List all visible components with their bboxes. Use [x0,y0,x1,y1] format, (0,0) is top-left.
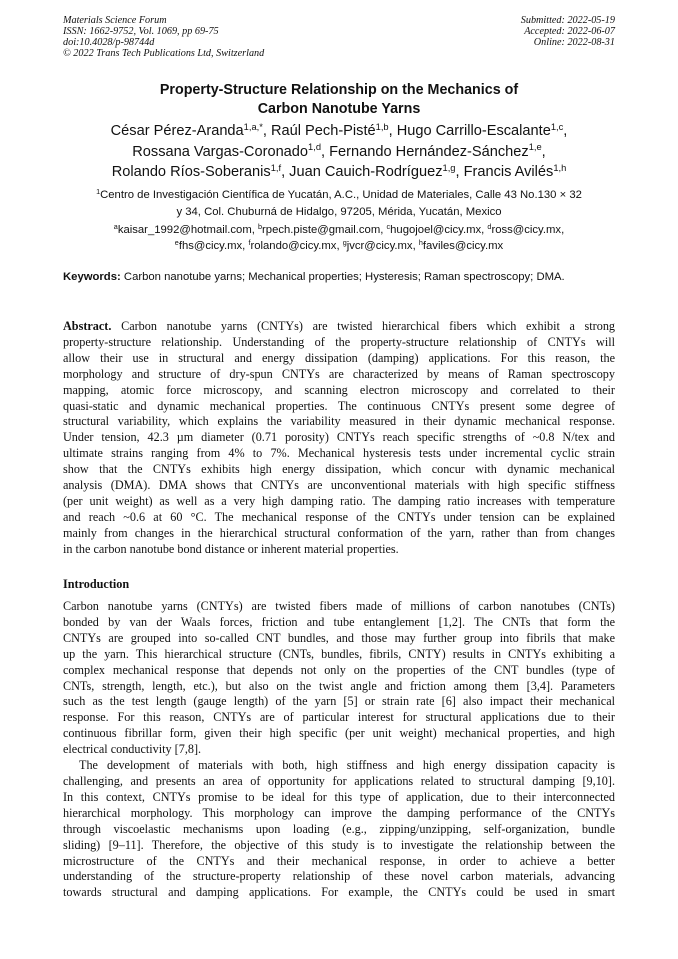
author-emails [63,223,615,254]
email-address[interactable]: ross@cicy.mx [491,224,562,236]
abstract-line: property-structure relationship. Understanding of the property-structure relationship of CNTYs will [63,334,615,349]
email-address[interactable]: rolando@cicy.mx [250,239,337,252]
dates-header [521,15,615,48]
author-list [63,121,615,183]
body-line: microstructure of the CNTYs and their mechanical response, in order to achieve a better [63,853,615,868]
abstract-line: (per unit weight) as well as a very high damping ratio. The damping ratio increases with temperature [63,493,615,508]
author-name: Rossana Vargas-Coronado [132,143,309,160]
author-marker: 1,g [442,162,456,173]
journal-doi: doi:10.4028/p-98744d [63,37,155,48]
abstract-line: Abstract. Carbon nanotube yarns (CNTYs) are twisted hierarchical fibers which exhibit a strong [63,319,616,333]
abstract-line: morphology and structure of dry-spun CNTYs are characterized by means of Raman spectroscopy [63,366,615,381]
abstract-line: analysis (DMA). DMA shows that CNTYs are unconventional materials with high specific stiffness [63,478,615,493]
email-line-1: $^a$kaisar_1992@hotmail.com, $^b$rpech.piste@gmail.com, $^c$hugojoel@cicy.mx, $^d$ross@cicy.mx, [113,222,565,236]
author-line-1: César Pérez-Aranda$^{1,a,*}$, Raúl Pech-Pisté$^{1,b}$, Hugo Carrillo-Escalante$^{1,c}$, [110,121,568,139]
body-line: challenging, and presents an area of opportunity for applications related to structural damping [9,10]. [63,773,615,788]
body-line: CNTs, strength, length, etc.), but also on the twist angle and friction among them [3,4]. Parameters [63,678,615,693]
body-line: CNTYs are grouped into so-called CNT bundles, and those may further group into fibrils that make [63,630,615,645]
abstract-line: Under tension, 42.3 µm diameter (0.71 porosity) CNTYs reach specific strengths of ~0.8 N/tex and [63,430,615,445]
author-line-3: Rolando Ríos-Soberanis$^{1,f}$, Juan Cauich-Rodríguez$^{1,g}$, Francis Avilés$^{1,h}$ [111,162,567,180]
body-line: through viscoelastic mechanisms upon loading (e.g., zipping/unzipping, self-organization, bundle [63,821,615,836]
email-address[interactable]: fhs@cicy.mx [178,239,243,252]
copyright-notice: © 2022 Trans Tech Publications Ltd, Switzerland [63,48,265,59]
abstract-label: Abstract. [63,319,112,333]
author-marker: 1,b [375,121,389,132]
keywords-text: Carbon nanotube yarns; Mechanical properties; Hysteresis; Raman spectroscopy; DMA. [123,271,565,283]
body-line: towards structural and damping applications. For example, the CNTYs could be used in smart [63,885,615,900]
email-address[interactable]: hugojoel@cicy.mx [390,224,482,236]
author-marker: 1,f [270,162,282,173]
author-marker: 1,d [308,142,322,153]
author-marker: 1,e [528,142,542,153]
author-marker: 1,a,* [243,121,263,132]
affiliation-line-2: y 34, Col. Chuburná de Hidalgo, 97205, Mérida, Yucatán, Mexico [176,205,502,218]
abstract-line: mainly from changes in the hierarchical structural conformation of the yarn, rather than from changes [63,525,615,540]
email-address[interactable]: kaisar_1992@hotmail.com [117,224,252,236]
abstract-line: show that the CNTYs exhibits high energy dissipation, which concur with dynamic mechanical [63,462,615,477]
author-name: Juan Cauich-Rodríguez [289,164,443,180]
body-line: bonded by van der Waals forces, friction and tube entanglement [1,2]. The CNTs that form the [63,614,615,629]
body-line: response. For this reason, CNTYs are of particular interest for structural applications due to their [63,710,615,725]
body-line: up the yarn. This hierarchical structure (CNTs, bundles, fibrils, CNTY) results in CNTYs exhibiting a [63,646,615,661]
submitted-date: Submitted: 2022-05-19 [520,15,615,26]
section-heading-introduction: Introduction [63,577,130,591]
accepted-date: Accepted: 2022-06-07 [524,26,615,37]
affiliation-line-1: Centro de Investigación Científica de Yucatán, A.C., Unidad de Materiales, Calle 43 No.130 × 32 [100,189,582,201]
online-date: Online: 2022-08-31 [533,37,615,48]
affiliation-marker: 1 [96,187,101,197]
author-marker: 1,c [550,121,564,132]
author-name: Francis Avilés [463,164,554,180]
email-address[interactable]: faviles@cicy.mx [422,239,504,252]
body-line: In this context, CNTYs promise to be ideal for this type of application, due to their interconnected [63,789,615,804]
abstract-line: ultimate strains ranging from 4% to 7%. Mechanical hysteresis tests under incremental cyclic strain [63,446,615,461]
body-line: The development of materials with both, high stiffness and high energy dissipation capacity is [79,758,615,773]
author-name: Hugo Carrillo-Escalante [396,123,551,139]
body-line: sliding) [9–11]. Therefore, the objective of this study is to investigate the relationship between the [63,837,615,852]
author-marker: 1,h [553,162,567,173]
abstract-line: structural variability, which explains the variability measured in their dynamic mechanical response. [63,414,615,429]
author-name: Fernando Hernández-Sánchez [329,143,529,160]
body-line: Carbon nanotube yarns (CNTYs) are twisted fibers made of millions of carbon nanotubes (CNTs) [63,599,615,613]
body-line: such as the test length (gauge length) of the yarn [5] or strain rate [6] also impact their mechanical [63,694,615,709]
keywords-label: Keywords: [63,271,121,283]
affiliation [63,187,615,220]
body-line: complex mechanical response that depends not only on the properties of the CNT bundles (type of [63,662,615,677]
body-line: continuous fibrillar form, given their high specific (per unit weight) mechanical properties, and high [63,726,615,741]
email-address[interactable]: rpech.piste@gmail.com [262,224,381,236]
journal-issn: ISSN: 1662-9752, Vol. 1069, pp 69-75 [63,26,219,37]
introduction-body [63,599,615,901]
journal-header [63,15,264,59]
email-line-2: $^e$fhs@cicy.mx, $^f$rolando@cicy.mx, $^g$jvcr@cicy.mx, $^h$faviles@cicy.mx [174,237,504,252]
abstract [63,319,615,558]
body-line: electrical conductivity [7,8]. [63,742,202,757]
abstract-line: quasi-static and dynamic mechanical properties. The continuous CNTYs present some degree of [63,398,615,413]
email-address[interactable]: jvcr@cicy.mx [346,239,413,252]
keywords [63,270,615,285]
author-name: Raúl Pech-Pisté [270,123,376,139]
author-line-2: Rossana Vargas-Coronado$^{1,d}$, Fernando Hernández-Sánchez$^{1,e}$, [132,142,546,160]
author-name: Rolando Ríos-Soberanis [111,164,271,180]
abstract-line: allow their use in structural and energy dissipation (damping) applications. For this reason, the [63,350,615,365]
body-line: hierarchical morphology. This morphology can improve the damping performance of the CNTYs [63,805,615,820]
title-line-2: Carbon Nanotube Yarns [257,101,421,117]
abstract-line: in the carbon nanotube bond distance or inherent material properties. [63,541,399,556]
abstract-line: and reach ~0.6 at 60 °C. The mechanical response of the CNTYs under tension can be explained [63,509,615,524]
title-line-1: Property-Structure Relationship on the Mechanics of [159,82,519,98]
author-name: César Pérez-Aranda [110,123,244,139]
paper-title [63,81,615,119]
abstract-line: mapping, atomic force microscopy, and scanning electron microscopy and correlated to their [63,382,615,397]
journal-name: Materials Science Forum [63,15,167,26]
body-line: understanding of the structure-property relationship of these novel carbon materials, advancing [63,869,615,884]
